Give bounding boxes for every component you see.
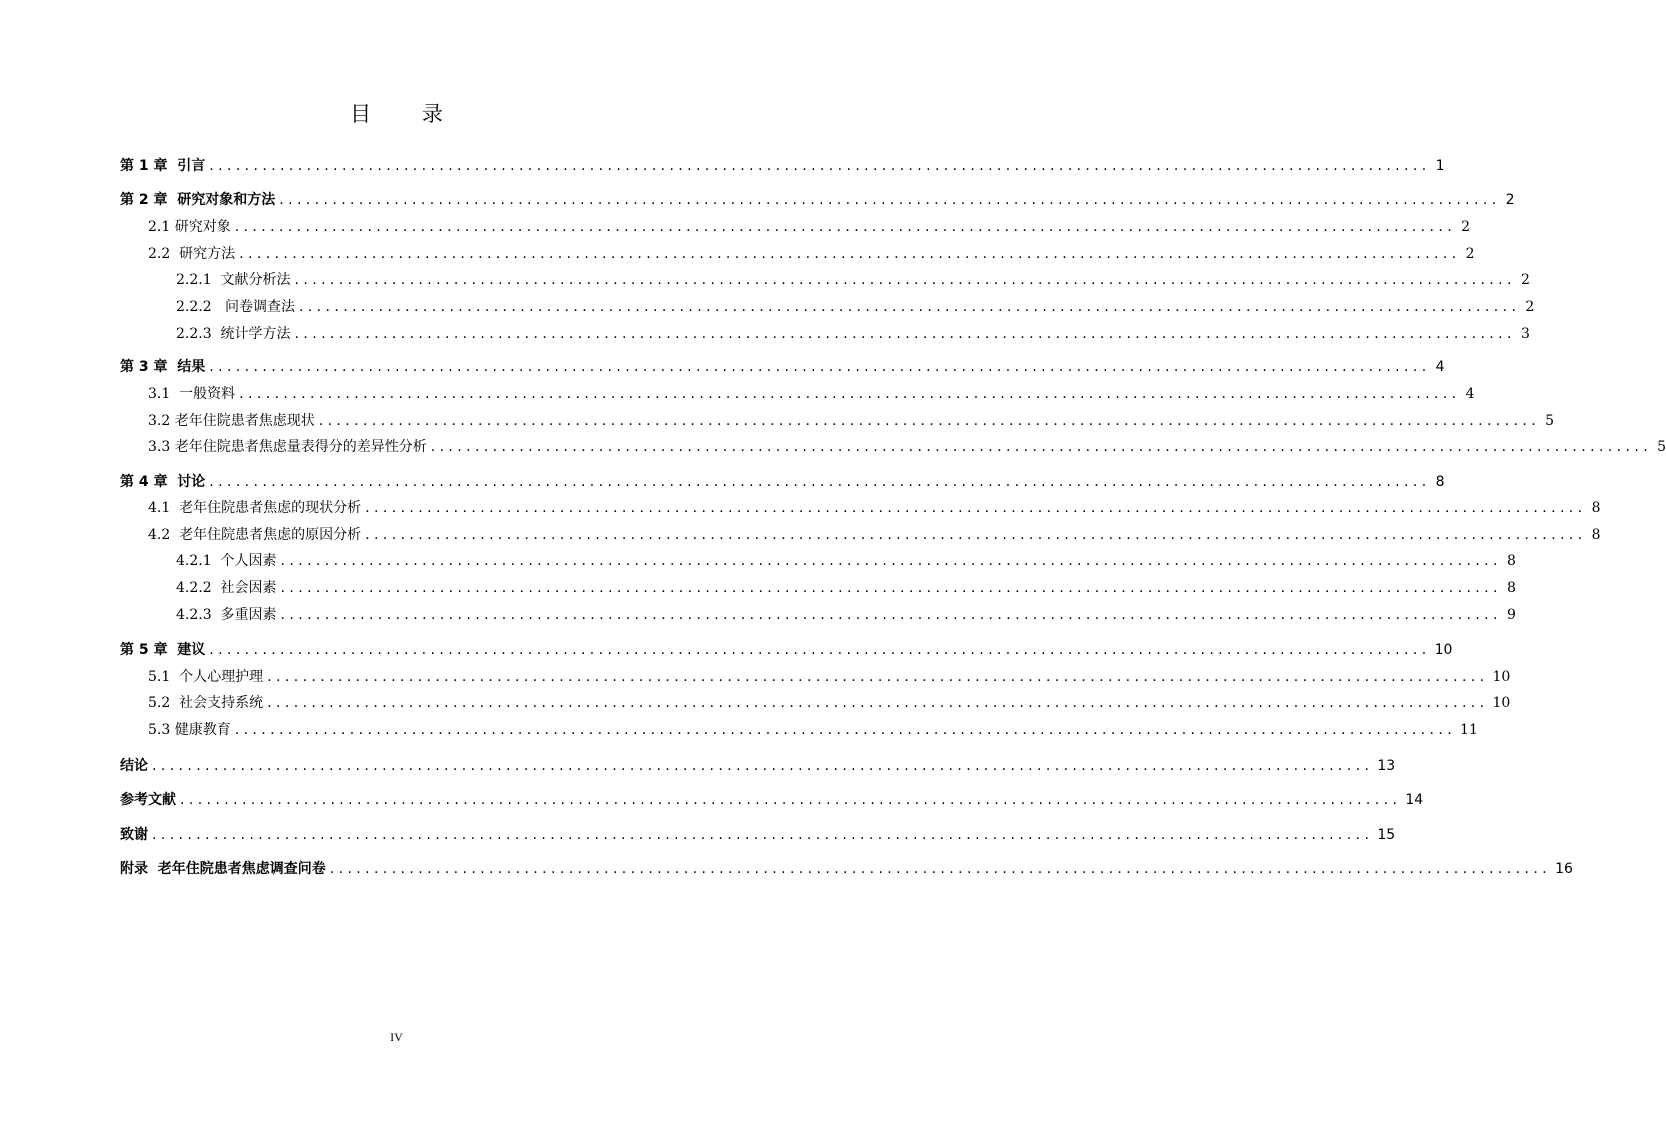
toc-entry-2-2-1[interactable]	[176, 270, 1530, 290]
toc-entry-chapter-2[interactable]	[120, 190, 1515, 210]
toc-leader-dots: ..........................................................................................................................................	[318, 413, 1541, 429]
toc-entry-5-2[interactable]	[148, 693, 1511, 713]
toc-entry-text: 2.2.3 统计学方法	[176, 326, 291, 342]
toc-leader-dots: ..........................................................................................................................................	[267, 669, 1489, 685]
toc-entry-acknowledgements[interactable]	[120, 825, 1396, 845]
toc-page-number: 2	[1520, 272, 1530, 288]
toc-page-number: 14	[1405, 792, 1424, 808]
toc-entry-text: 第 3 章 结果	[120, 359, 206, 375]
toc-page-number: 15	[1377, 827, 1396, 843]
toc-entry-text: 附录 老年住院患者焦虑调查问卷	[120, 861, 326, 877]
toc-leader-dots: ..........................................................................................................................................	[294, 272, 1516, 288]
toc-leader-dots: ..........................................................................................................................................	[239, 386, 1461, 402]
toc-page-number: 8	[1435, 474, 1445, 490]
toc-leader-dots: ..........................................................................................................................................	[298, 299, 1521, 315]
toc-leader-dots: ..........................................................................................................................................	[280, 553, 1502, 569]
toc-entry-text: 2.2.1 文献分析法	[176, 272, 291, 288]
toc-entry-4-2[interactable]	[148, 525, 1601, 545]
toc-leader-dots: ..........................................................................................................................................	[234, 722, 1457, 738]
toc-page-number: 5	[1545, 413, 1555, 429]
toc-entry-3-1[interactable]	[148, 384, 1475, 404]
toc-entry-references[interactable]	[120, 790, 1424, 810]
toc-entry-text: 5.1 个人心理护理	[148, 669, 264, 685]
toc-entry-text: 参考文献	[120, 792, 176, 808]
toc-entry-chapter-3[interactable]	[120, 357, 1445, 377]
toc-entry-2-2-2[interactable]	[176, 297, 1535, 317]
toc-page-number: 2	[1461, 219, 1471, 235]
toc-leader-dots: ..........................................................................................................................................	[209, 474, 1431, 490]
toc-page-number: 10	[1434, 642, 1453, 658]
toc-leader-dots: ..........................................................................................................................................	[365, 500, 1587, 516]
toc-entry-5-3[interactable]	[148, 720, 1478, 740]
toc-page-number: 16	[1555, 861, 1573, 877]
toc-leader-dots: ..........................................................................................................................................	[279, 192, 1501, 208]
toc-entry-text: 4.1 老年住院患者焦虑的现状分析	[148, 500, 362, 516]
toc-leader-dots: ..........................................................................................................................................	[280, 580, 1502, 596]
toc-entry-chapter-1[interactable]	[120, 156, 1445, 176]
toc-leader-dots: ..........................................................................................................................................	[152, 758, 1374, 774]
toc-page-number: 9	[1506, 607, 1516, 623]
toc-entry-4-2-1[interactable]	[176, 551, 1516, 571]
toc-entry-appendix[interactable]	[120, 859, 1573, 879]
toc-entry-text: 2.2 研究方法	[148, 246, 236, 262]
toc-page-number: 4	[1465, 386, 1475, 402]
toc-leader-dots: ..........................................................................................................................................	[294, 326, 1516, 342]
toc-leader-dots: ..........................................................................................................................................	[234, 219, 1457, 235]
toc-entry-3-3[interactable]	[148, 437, 1666, 457]
toc-entry-text: 4.2.1 个人因素	[176, 553, 277, 569]
toc-entry-text: 5.2 社会支持系统	[148, 695, 264, 711]
toc-page-number: 13	[1377, 758, 1396, 774]
toc-page-number: 8	[1591, 527, 1601, 543]
toc-entry-text: 3.1 一般资料	[148, 386, 236, 402]
toc-entry-text: 5.3 健康教育	[148, 722, 231, 738]
toc-page-number: 2	[1465, 246, 1475, 262]
toc-entry-chapter-4[interactable]	[120, 472, 1445, 492]
toc-leader-dots: ..........................................................................................................................................	[329, 861, 1552, 877]
toc-entry-2-2[interactable]	[148, 244, 1475, 264]
toc-page-number: 5	[1657, 439, 1666, 455]
toc-entry-text: 3.3 老年住院患者焦虑量表得分的差异性分析	[148, 439, 427, 455]
toc-entry-2-2-3[interactable]	[176, 324, 1530, 344]
toc-leader-dots: ..........................................................................................................................................	[180, 792, 1402, 808]
toc-leader-dots: ..........................................................................................................................................	[152, 827, 1374, 843]
toc-entry-4-2-2[interactable]	[176, 578, 1516, 598]
toc-page-number: 4	[1435, 359, 1445, 375]
toc-entry-text: 致谢	[120, 827, 148, 843]
toc-page-number: 11	[1460, 722, 1478, 738]
toc-entry-text: 第 4 章 讨论	[120, 474, 206, 490]
toc-leader-dots: ..........................................................................................................................................	[239, 246, 1461, 262]
toc-entry-text: 2.1 研究对象	[148, 219, 231, 235]
toc-leader-dots: ..........................................................................................................................................	[365, 527, 1587, 543]
toc-entry-text: 结论	[120, 758, 148, 774]
toc-entry-text: 4.2.2 社会因素	[176, 580, 277, 596]
toc-entry-4-2-3[interactable]	[176, 605, 1516, 625]
toc-entry-text: 第 1 章 引言	[120, 158, 206, 174]
toc-entry-5-1[interactable]	[148, 667, 1511, 687]
toc-entry-2-1[interactable]	[148, 217, 1471, 237]
toc-entry-text: 第 5 章 建议	[120, 642, 206, 658]
toc-page-number: 2	[1505, 192, 1515, 208]
toc-page-number: 10	[1492, 669, 1511, 685]
toc-entry-text: 4.2 老年住院患者焦虑的原因分析	[148, 527, 362, 543]
toc-entry-text: 4.2.3 多重因素	[176, 607, 277, 623]
toc-leader-dots: ..........................................................................................................................................	[280, 607, 1502, 623]
toc-page-number: 2	[1525, 299, 1535, 315]
toc-leader-dots: ..........................................................................................................................................	[267, 695, 1489, 711]
page-title: 目 录	[350, 102, 465, 126]
toc-entry-3-2[interactable]	[148, 411, 1555, 431]
toc-entry-text: 第 2 章 研究对象和方法	[120, 192, 276, 208]
toc-entry-4-1[interactable]	[148, 498, 1601, 518]
toc-entry-chapter-5[interactable]	[120, 640, 1453, 660]
toc-page-number: 8	[1506, 580, 1516, 596]
toc-entry-conclusion[interactable]	[120, 756, 1396, 776]
toc-page-number: 10	[1492, 695, 1511, 711]
toc-leader-dots: ..........................................................................................................................................	[209, 359, 1431, 375]
toc-leader-dots: ..........................................................................................................................................	[430, 439, 1653, 455]
toc-entry-text: 3.2 老年住院患者焦虑现状	[148, 413, 315, 429]
toc-entry-text: 2.2.2 问卷调查法	[176, 299, 295, 315]
toc-leader-dots: ..........................................................................................................................................	[209, 158, 1431, 174]
toc-page-number: 8	[1506, 553, 1516, 569]
toc-page-number: 1	[1435, 158, 1445, 174]
toc-page-number: 8	[1591, 500, 1601, 516]
page-number-footer: IV	[390, 1030, 403, 1044]
toc-leader-dots: ..........................................................................................................................................	[209, 642, 1431, 658]
toc-page-number: 3	[1520, 326, 1530, 342]
